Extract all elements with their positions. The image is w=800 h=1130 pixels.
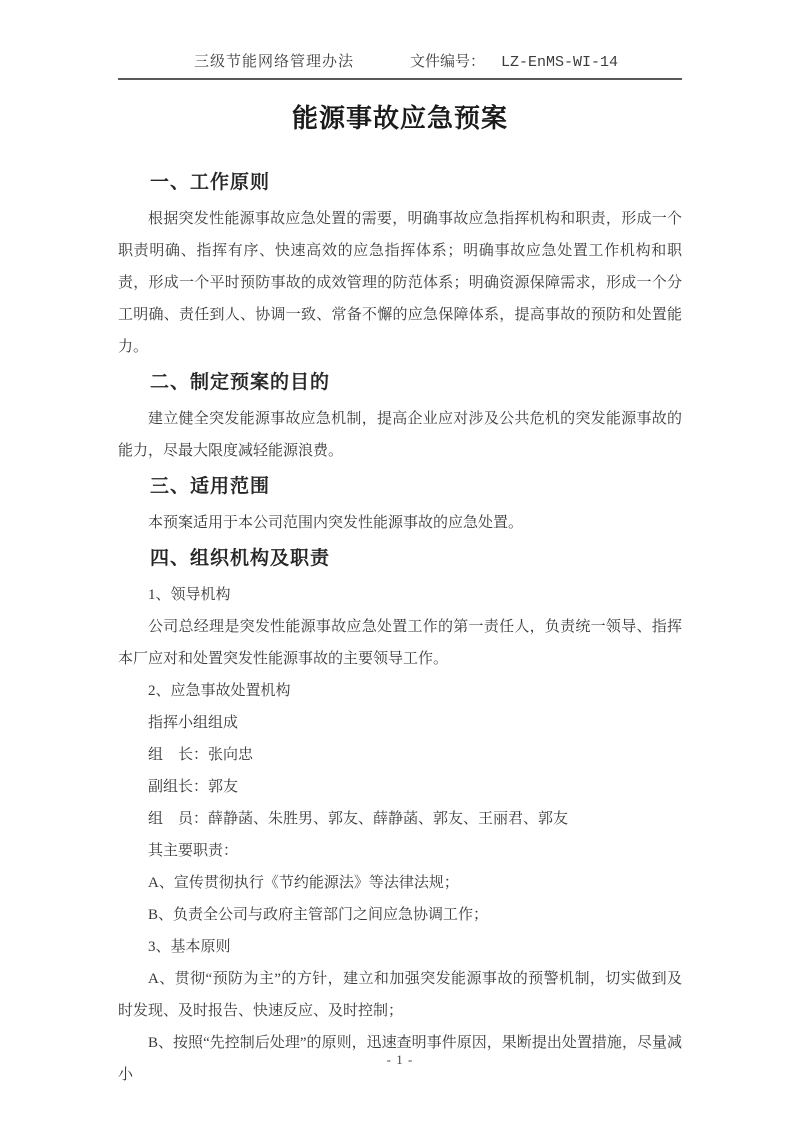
paragraph: 3、基本原则 [148, 939, 231, 955]
paragraph: 2、应急事故处置机构 [148, 683, 291, 699]
paragraph: 建立健全突发能源事故应急机制，提高企业应对涉及公共危机的突发能源事故的能力，尽最大限度减轻能源浪费。 [118, 411, 682, 459]
page-number: - 1 - [386, 1052, 414, 1067]
section-heading: 四、组织机构及职责 [150, 548, 331, 569]
section-scope [118, 470, 682, 539]
section-work-principles [118, 166, 682, 363]
paragraph: 其主要职责： [148, 843, 239, 859]
paragraph: B、按照“先控制后处理”的原则，迅速查明事件原因，果断提出处置措施，尽量减小 [118, 1035, 682, 1083]
paragraph: 公司总经理是突发性能源事故应急处置工作的第一责任人，负责统一领导、指挥本厂应对和处置突发性能源事故的主要领导工作。 [118, 619, 682, 667]
paragraph-group-members: 组 员：薛静菡、朱胜男、郭友、薛静菡、郭友、王丽君、郭友 [148, 811, 569, 827]
section-plan-purpose [118, 366, 682, 467]
header-doc-number [410, 50, 618, 71]
page-header [118, 0, 682, 80]
doc-number-label: 文件编号： [409, 54, 485, 70]
paragraph: A、贯彻“预防为主”的方针，建立和加强突发能源事故的预警机制，切实做到及时发现、及时报告、快速反应、及时控制； [118, 971, 682, 1019]
document-title: 能源事故应急预案 [291, 103, 508, 133]
paragraph-group-leader: 组 长：张向忠 [148, 747, 254, 763]
header-doc-category: 三级节能网络管理办法 [194, 54, 355, 70]
paragraph: 指挥小组组成 [148, 715, 239, 731]
doc-number-value: LZ-EnMS-WI-14 [500, 54, 618, 71]
paragraph-deputy-leader: 副组长：郭友 [148, 779, 239, 795]
paragraph: 根据突发性能源事故应急处置的需要，明确事故应急指挥机构和职责，形成一个职责明确、指挥有序、快速高效的应急指挥体系；明确事故应急处置工作机构和职责，形成一个平时预防事故的成效管理的防范体系；明确资源保障需求，形成一个分工明确、责任到人、协调一致、常备不懈的应急保障体系，提高事故的预防和处置能力。 [118, 211, 682, 355]
paragraph: 1、领导机构 [148, 587, 231, 603]
section-organization-duties [118, 542, 682, 1091]
paragraph: 本预案适用于本公司范围内突发性能源事故的应急处置。 [148, 515, 524, 531]
section-heading: 一、工作原则 [150, 172, 271, 193]
section-heading: 二、制定预案的目的 [150, 372, 331, 393]
paragraph: B、负责全公司与政府主管部门之间应急协调工作； [148, 907, 489, 923]
paragraph: A、宣传贯彻执行《节约能源法》等法律法规； [148, 875, 459, 891]
section-heading: 三、适用范围 [150, 476, 271, 497]
